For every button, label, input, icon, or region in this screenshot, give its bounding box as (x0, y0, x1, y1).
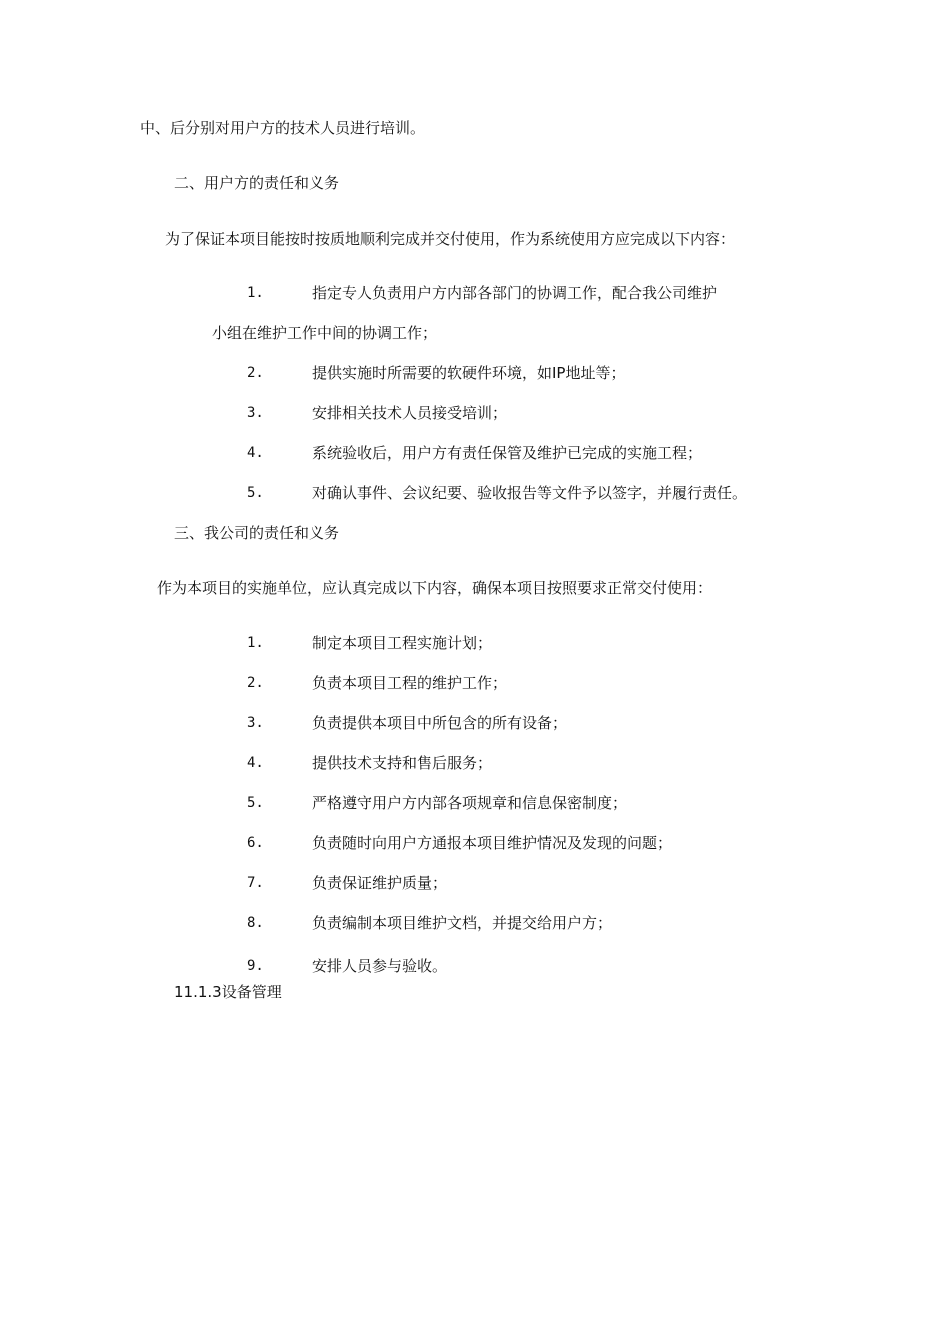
list-item-text: 负责本项目工程的维护工作； (312, 674, 508, 692)
list-item-number: 3. (247, 405, 264, 421)
list-item-number: 2. (247, 675, 264, 691)
list-item-number: 1. (247, 285, 264, 301)
next-section-heading: 11.1.3设备管理 (174, 983, 282, 1001)
list-item-text: 负责提供本项目中所包含的所有设备； (312, 714, 568, 732)
list-item-number: 3. (247, 715, 264, 731)
list-item-text: 严格遵守用户方内部各项规章和信息保密制度； (312, 794, 628, 812)
list-item-text: 对确认事件、会议纪要、验收报告等文件予以签字，并履行责任。 (312, 484, 748, 502)
list-item-number: 1. (247, 635, 264, 651)
list-item-text: 安排人员参与验收。 (312, 957, 448, 975)
list-item-text: 负责保证维护质量； (312, 874, 448, 892)
list-item-number: 4. (247, 445, 264, 461)
list-item-number: 4. (247, 755, 264, 771)
list-item-text: 系统验收后，用户方有责任保管及维护已完成的实施工程； (312, 444, 703, 462)
section-intro-company: 作为本项目的实施单位，应认真完成以下内容，确保本项目按照要求正常交付使用： (157, 579, 713, 597)
list-item-text: 提供技术支持和售后服务； (312, 754, 493, 772)
intro-tail-text: 中、后分别对用户方的技术人员进行培训。 (140, 119, 426, 137)
list-item-number: 9. (247, 958, 264, 974)
list-item-text: 指定专人负责用户方内部各部门的协调工作，配合我公司维护 (312, 284, 718, 302)
list-item-number: 5. (247, 485, 264, 501)
list-item-text: 安排相关技术人员接受培训； (312, 404, 508, 422)
list-item-number: 6. (247, 835, 264, 851)
section-heading-company: 三、我公司的责任和义务 (174, 524, 340, 542)
list-item-text: 提供实施时所需要的软硬件环境，如IP地址等； (312, 364, 626, 382)
list-item-number: 8. (247, 915, 264, 931)
list-item-text: 制定本项目工程实施计划； (312, 634, 493, 652)
list-item-text-continuation: 小组在维护工作中间的协调工作； (212, 324, 438, 342)
list-item-number: 7. (247, 875, 264, 891)
list-item-text: 负责随时向用户方通报本项目维护情况及发现的问题； (312, 834, 673, 852)
section-intro-user: 为了保证本项目能按时按质地顺利完成并交付使用，作为系统使用方应完成以下内容： (165, 230, 736, 248)
list-item-number: 2. (247, 365, 264, 381)
list-item-number: 5. (247, 795, 264, 811)
section-heading-user: 二、用户方的责任和义务 (174, 174, 340, 192)
list-item-text: 负责编制本项目维护文档，并提交给用户方； (312, 914, 613, 932)
